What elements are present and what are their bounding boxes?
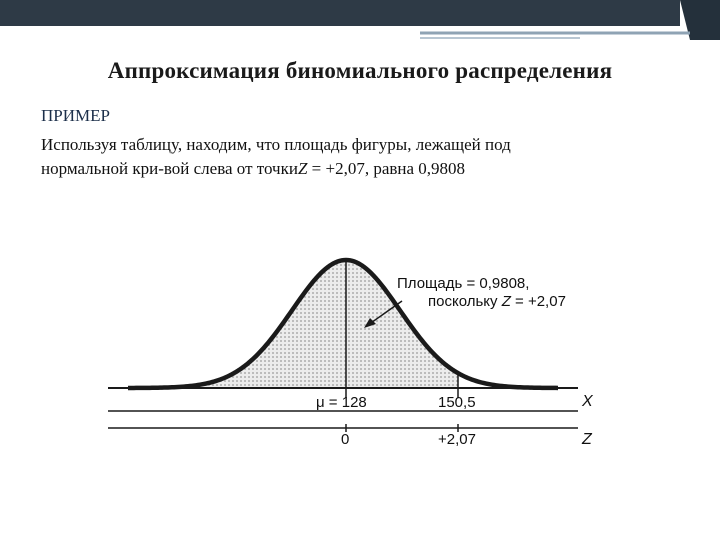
- x-axis-name: X: [582, 393, 593, 410]
- top-decoration-bar: [0, 0, 720, 40]
- slide-title: Аппроксимация биномиального распределения: [107, 58, 613, 83]
- example-text-line-1: Используя таблицу, находим, что площадь фигуры, лежащей под: [41, 135, 511, 154]
- annotation-line-2-suffix: = +2,07: [510, 293, 566, 310]
- annotation-area-line-2: [428, 293, 566, 310]
- z-axis-zero-label: 0: [341, 431, 350, 448]
- example-text: [41, 133, 681, 181]
- x-axis-mu-label: μ = 128: [316, 394, 367, 411]
- annotation-line-2-prefix: поскольку: [428, 293, 502, 310]
- z-axis-name: Z: [582, 431, 592, 448]
- example-text-line-2-prefix: нормальной кри-вой слева от точки: [41, 159, 298, 178]
- z-axis-point-label: +2,07: [438, 431, 476, 448]
- normal-curve-figure: [100, 248, 620, 448]
- example-text-line-2: [41, 157, 681, 181]
- annotation-area-line-1: Площадь = 0,9808,: [397, 275, 530, 292]
- example-text-z-symbol: Z: [297, 159, 308, 178]
- top-bar-left-band: [0, 0, 680, 26]
- example-label: ПРИМЕР: [41, 106, 110, 125]
- x-axis-point-label: 150,5: [438, 394, 476, 411]
- example-text-line-2-suffix: = +2,07, равна 0,9808: [307, 159, 466, 178]
- annotation-z-symbol: Z: [501, 293, 511, 310]
